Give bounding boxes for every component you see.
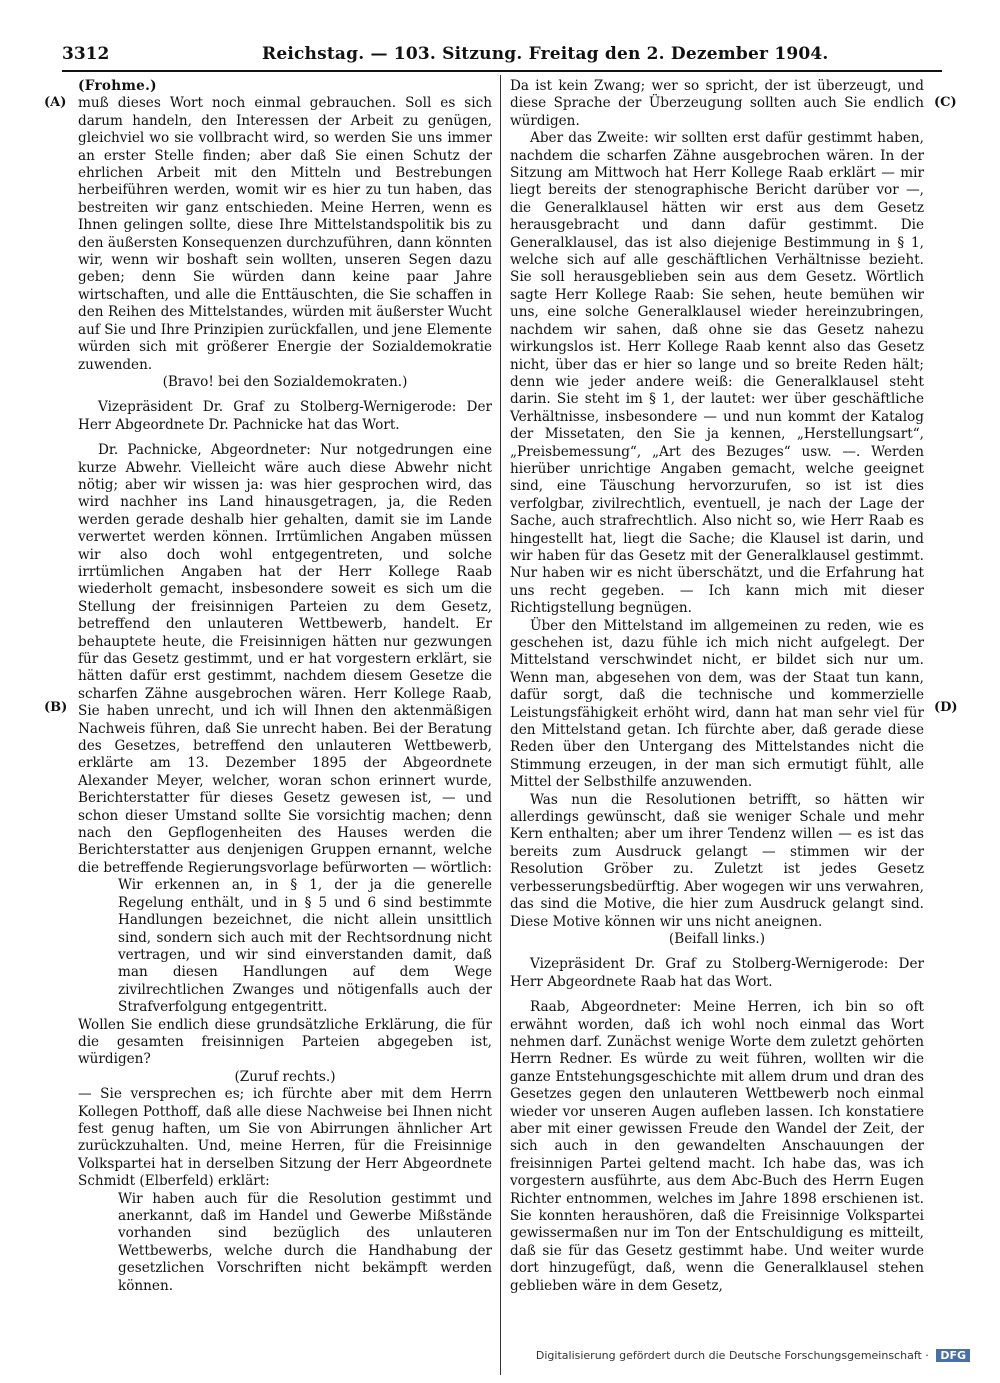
interjection: (Beifall links.) [668,930,766,947]
running-title: Reichstag. — 103. Sitzung. Freitag den 2. Dezember 1904. [262,44,829,64]
footer-text: Digitalisierung gefördert durch die Deutsche Forschungsgemeinschaft · [535,1349,929,1362]
paragraph: muß dieses Wort noch einmal gebrauchen. Soll es sich darum handeln, den Interessen der Arbeit zu genügen, gleichviel wo sie vollbracht wird, so werden Sie uns immer an erster Stelle finden; aber daß Sie einen Schutz der ehrlichen Arbeit mit den Mitteln und Bestrebungen herbeiführen werden, womit wir es hier zu tun haben, das bestreiten wir ganz entschieden. Meine Herren, wenn es Ihnen gelingen sollte, diese Ihre Mittelstandspolitik bis zu den äußersten Konsequenzen durchzuführen, dann könnten wir, wenn wir boshaft sein wollten, unseren Segen dazu geben; denn Sie würden dann keine paar Jahre wirtschaften, und alle die Enttäuschten, die Sie schaffen in den Reihen des Mittelstandes, würden mit äußerster Wucht auf Sie und Ihre Prinzipien zurückfallen, und jene Elemente würden sich mit größerer Energie der Sozialdemokratie zuwenden. [78,95,492,373]
quotation: Wir erkennen an, in § 1, der ja die generelle Regelung enthält, und in § 5 und 6 sind bestimmte Handlungen bezeichnet, die nicht allein unsittlich sind, sondern sich auch mit der Rechtsordnung nicht vertragen, und wir sind einverstanden damit, daß man diesen Handlungen auf dem Wege zivilrechtlichen Zwanges und nötigenfalls auch der Strafverfolgung entgegentritt. [118,877,492,1016]
digitization-footer [536,1349,970,1362]
paragraph: Dr. Pachnicke, Abgeordneter: Nur notgedrungen eine kurze Abwehr. Vielleicht wäre auch diese Abwehr nicht nötig; aber wir wissen ja: was hier gesprochen wird, das wird nachher ins Land hinausgetragen, ja, die Reden werden gerade deshalb hier gehalten, damit sie im Lande verwertet werden können. Irrtümlichen Angaben müssen wir also doch wohl entgegentreten, und solche irrtümlichen Angaben hat der Herr Kollege Raab wiederholt gemacht, insbesondere soweit es sich um die Stellung der freisinnigen Parteien zu dem Gesetz, betreffend den unlauteren Wettbewerb, handelt. Er behauptete heute, die Freisinnigen hätten nur gezwungen für das Gesetz gestimmt, und er hat vorgestern erklärt, sie hätten dafür erst gestimmt, nachdem diesem Gesetze die scharfen Zähne ausgebrochen wären. Herr Kollege Raab, Sie haben unrecht, und ich will Ihnen den aktenmäßigen Nachweis führen, daß Sie unrecht haben. Bei der Beratung des Gesetzes, betreffend den unlauteren Wettbewerb, erklärte am 13. Dezember 1895 der Abgeordnete Alexander Meyer, welcher, woran schon erinnert wurde, Berichterstatter für dieses Gesetz gewesen ist, — und schon dieser Umstand sollte Sie vorsichtig machen; denn nach den Gepflogenheiten des Hauses werden die Berichterstatter aus denjenigen Gruppen ernannt, welche die betreffende Regierungsvorlage befürworten — wörtlich: [78,442,492,876]
header-rule [62,70,942,72]
paragraph: Raab, Abgeordneter: Meine Herren, ich bin so oft erwähnt worden, daß ich wohl noch einmal das Wort nehmen darf. Zunächst wenige Worte dem zuletzt gehörten Herrn Redner. Es würde zu weit führen, wollten wir die ganze Entstehungsgeschichte mit allem drum und dran des Gesetzes gegen den unlauteren Wettbewerb noch einmal wieder vor unseren Augen aufleben lassen. Ich konstatiere aber mit einer gewissen Freude den Wandel der Zeit, der sich auch in den gewandelten Anschauungen der freisinnigen Partei geltend macht. Ich habe das, was ich vorgestern ausführte, aus dem Abc-Buch des Herrn Eugen Richter entnommen, welches im Jahre 1898 erschienen ist. Sie konnten heraushören, daß die Freisinnige Volkspartei gewissermaßen nur im Ton der Entschuldigung es mitteilt, daß sie für das Gesetz gestimmt habe. Und weiter wurde dort hinzugefügt, daß, wenn die Generalklausel stehen geblieben wäre in dem Gesetz, [510,999,924,1294]
page-header [62,44,942,68]
quotation: Wir haben auch für die Resolution gestimmt und anerkannt, daß im Handel und Gewerbe Mißstände vorhanden sind bezüglich des unlauteren Wettbewerbs, welche durch die Handhabung der gesetzlichen Vorschriften nicht bekämpft werden können. [118,1190,492,1294]
paragraph: — Sie versprechen es; ich fürchte aber mit dem Herrn Kollegen Potthoff, daß alle diese Nachweise bei Ihnen nicht fest genug haften, um Sie von Abirrungen ähnlicher Art zurückzuhalten. Und, meine Herren, für die Freisinnige Volkspartei hat in derselben Sitzung der Herr Abgeordnete Schmidt (Elberfeld) erklärt: [78,1086,492,1190]
paragraph: Aber das Zweite: wir sollten erst dafür gestimmt haben, nachdem die scharfen Zähne ausgebrochen wären. In der Sitzung am Mittwoch hat Herr Kollege Raab erklärt — mir liegt bereits der stenographische Bericht darüber vor —, die Generalklausel hätten wir erst aus dem Gesetz herausgebracht und dann dafür gestimmt. Die Generalklausel, das ist also diejenige Bestimmung in § 1, welche sich auf alle geschäftlichen Verhältnisse bezieht. Sie soll herausgeblieben sein aus dem Gesetz. Wörtlich sagte Herr Kollege Raab: Sie sehen, heute bemühen wir uns, eine solche Generalklausel wieder hereinzubringen, nachdem wir sahen, daß ohne sie das Gesetz nahezu wirkungslos ist. Herr Kollege Raab kennt also das Gesetz nicht, über das er hier so lange und so breite Reden hält; denn wie jeder andere weiß: die Generalklausel steht darin. Sie steht im § 1, der lautet: wer über geschäftliche Verhältnisse, insbesondere — und nun kommt der Katalog der Missetaten, den Sie ja kennen, „Herstellungsart“, „Preisbemessung“, „Art des Bezuges“ usw. —. Werden hierüber unrichtige Angaben gemacht, welche geeignet sind, eine Täuschung hervorzurufen, so ist ist dies verfolgbar, zivilrechtlich, eventuell, je nach der Lage der Sache, auch strafrechtlich. Also nicht so, wie Herr Raab es hingestellt hat, liegt die Sache; die Klausel ist darin, und wir haben für das Gesetz mit der Generalklausel gestimmt. Nur haben wir es nicht überschätzt, und die Erfahrung hat uns recht gegeben. — Ich kann mich mit dieser Richtigstellung begnügen. [510,130,924,617]
paragraph: Da ist kein Zwang; wer so spricht, der ist überzeugt, und diese Sprache der Überzeugung sollten auch Sie endlich würdigen. [510,78,924,129]
paragraph: Über den Mittelstand im allgemeinen zu reden, wie es geschehen ist, dazu fühle ich mich nicht aufgelegt. Der Mittelstand verschwindet nicht, er bildet sich nur um. Wenn man, abgesehen von dem, was der Staat tun kann, dafür sorgt, daß die technische und kommerzielle Leistungsfähigkeit erhöht wird, dann hat man sehr viel für den Mittelstand getan. Ich fürchte aber, daß gerade diese Reden über den Untergang des Mittelstandes nicht die Stimmung erzeugen, in der man sich ermutigt fühlt, alle Mittel der Selbsthilfe anzuwenden. [510,617,924,791]
column-divider [500,75,501,1375]
margin-marker-b: (B) [44,700,68,715]
interjection: (Zuruf rechts.) [234,1068,336,1085]
paragraph: Was nun die Resolutionen betrifft, so hätten wir allerdings gewünscht, daß sie weniger Schale und mehr Kern enthalten; aber um ihrer Tendenz willen — es ist das bereits zum Ausdruck gelangt — stimmen wir der Resolution Gröber zu. Zuletzt ist jedes Gesetz verbesserungsbedürftig. Aber wogegen wir uns verwahren, das sind die Motive, die hier zum Ausdruck gelangt sind. Diese Motive können wir uns nicht aneignen. [510,791,924,930]
paragraph: Wollen Sie endlich diese grundsätzliche Erklärung, die für die gesamten freisinnigen Parteien abgegeben ist, würdigen? [78,1016,492,1068]
interjection: (Bravo! bei den Sozialdemokraten.) [162,373,408,390]
margin-marker-c: (C) [934,95,957,110]
left-column [78,78,492,1295]
chair-announcement: Vizepräsident Dr. Graf zu Stolberg-Wernigerode: Der Herr Abgeordnete Dr. Pachnicke hat das Wort. [78,399,492,433]
page-number: 3312 [62,44,110,64]
chair-announcement: Vizepräsident Dr. Graf zu Stolberg-Wernigerode: Der Herr Abgeordnete Raab hat das Wort. [510,956,924,990]
right-column [510,78,924,1295]
dfg-logo: DFG [936,1349,970,1362]
margin-marker-d: (D) [934,700,958,715]
speaker-tag: (Frohme.) [78,78,157,94]
margin-marker-a: (A) [44,95,67,110]
